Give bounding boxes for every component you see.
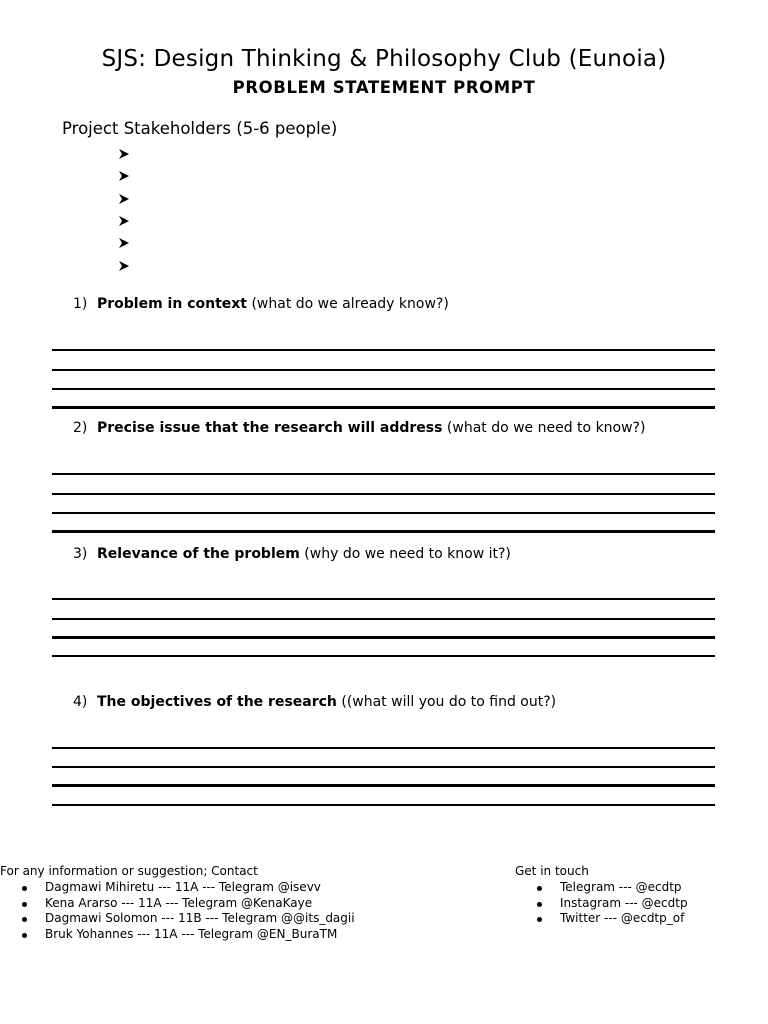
social-section — [515, 864, 688, 927]
question-hint: ((what will you do to find out?) — [336, 694, 557, 710]
contact-list — [0, 880, 355, 943]
answer-line[interactable] — [52, 618, 715, 620]
arrowhead-bullet-icon — [118, 170, 130, 182]
question-hint: (what do we need to know?) — [442, 420, 646, 436]
arrowhead-bullet-icon — [118, 260, 130, 272]
question-number: 3) — [73, 546, 88, 562]
question-title: Problem in context — [97, 296, 247, 312]
answer-line[interactable] — [52, 369, 715, 371]
answer-line[interactable] — [52, 493, 715, 495]
answer-line[interactable] — [52, 636, 715, 639]
question-number: 4) — [73, 694, 88, 710]
arrowhead-bullet-icon — [118, 215, 130, 227]
contact-item: Dagmawi Mihiretu --- 11A --- Telegram @isevv — [0, 880, 355, 896]
social-heading: Get in touch — [515, 864, 589, 878]
arrowhead-bullet-icon — [118, 237, 130, 249]
answer-line[interactable] — [52, 512, 715, 514]
stakeholder-item — [118, 210, 130, 232]
page-title: SJS: Design Thinking & Philosophy Club (Eunoia) — [101, 46, 667, 72]
answer-line[interactable] — [52, 804, 715, 806]
question-3 — [73, 546, 511, 562]
stakeholder-item — [118, 254, 130, 276]
answer-line[interactable] — [52, 530, 715, 533]
social-item: Instagram --- @ecdtp — [515, 896, 688, 912]
contact-item: Bruk Yohannes --- 11A --- Telegram @EN_BuraTM — [0, 927, 355, 943]
stakeholder-item — [118, 232, 130, 254]
question-number: 1) — [73, 296, 88, 312]
question-number: 2) — [73, 420, 88, 436]
arrowhead-bullet-icon — [118, 148, 130, 160]
stakeholder-item — [118, 165, 130, 187]
stakeholder-list — [118, 143, 130, 277]
answer-line[interactable] — [52, 766, 715, 768]
contact-item: Kena Ararso --- 11A --- Telegram @KenaKaye — [0, 896, 355, 912]
answer-line[interactable] — [52, 388, 715, 390]
answer-line[interactable] — [52, 473, 715, 475]
question-2 — [73, 420, 645, 436]
arrowhead-bullet-icon — [118, 193, 130, 205]
stakeholder-item — [118, 143, 130, 165]
stakeholders-heading: Project Stakeholders (5-6 people) — [62, 119, 338, 138]
question-hint: (what do we already know?) — [247, 296, 449, 312]
answer-line[interactable] — [52, 598, 715, 600]
social-item: Twitter --- @ecdtp_of — [515, 911, 688, 927]
answer-line[interactable] — [52, 655, 715, 657]
contact-item: Dagmawi Solomon --- 11B --- Telegram @@its_dagii — [0, 911, 355, 927]
answer-line[interactable] — [52, 349, 715, 351]
question-1 — [73, 296, 449, 312]
question-title: Relevance of the problem — [97, 546, 300, 562]
contact-heading: For any information or suggestion; Contact — [0, 864, 258, 878]
question-title: Precise issue that the research will address — [97, 420, 443, 436]
page-subtitle: PROBLEM STATEMENT PROMPT — [232, 78, 536, 97]
question-hint: (why do we need to know it?) — [299, 546, 511, 562]
contact-section — [0, 864, 355, 943]
stakeholder-item — [118, 188, 130, 210]
social-list — [515, 880, 688, 927]
question-4 — [73, 694, 556, 710]
answer-line[interactable] — [52, 784, 715, 787]
answer-line[interactable] — [52, 406, 715, 409]
question-title: The objectives of the research — [97, 694, 337, 710]
answer-line[interactable] — [52, 747, 715, 749]
social-item: Telegram --- @ecdtp — [515, 880, 688, 896]
